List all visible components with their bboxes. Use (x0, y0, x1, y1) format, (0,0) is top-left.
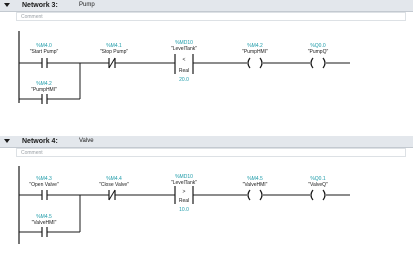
compare-operator: < (182, 57, 186, 63)
compare-level-tank[interactable] (171, 40, 197, 83)
network-4 (0, 136, 413, 260)
contact-pump-hmi[interactable] (31, 81, 57, 104)
coil-address: %Q0.1 (310, 176, 326, 182)
network-4-title[interactable]: Valve (79, 138, 94, 144)
contact-tag: "Open Valve" (29, 182, 59, 188)
compare-type: Real (178, 68, 190, 74)
coil-tag: "PumpQ" (307, 49, 329, 55)
contact-address: %M4.4 (106, 176, 122, 182)
compare-address: %MD10 (175, 174, 193, 180)
network-4-label: Network 4: (22, 138, 58, 145)
coil-tag: "PumpHMI" (242, 49, 268, 55)
network-4-comment[interactable]: Comment (16, 148, 406, 157)
contact-address: %M4.5 (36, 214, 52, 220)
contact-close-valve[interactable] (99, 176, 129, 200)
contact-address: %M4.2 (36, 81, 52, 87)
contact-tag: "ValveHMI" (31, 220, 57, 226)
contact-address: %M4.0 (36, 43, 52, 49)
contact-tag: "PumpHMI" (31, 87, 57, 93)
contact-address: %M4.3 (36, 176, 52, 182)
compare-value: 10.0 (179, 207, 189, 213)
coil-tag: "ValveHMI" (242, 182, 268, 188)
coil-address: %M4.2 (247, 43, 263, 49)
compare-level-tank[interactable] (171, 174, 197, 213)
contact-stop-pump[interactable] (100, 43, 129, 68)
coil-valve-q[interactable] (308, 176, 328, 200)
compare-operator: > (182, 189, 186, 195)
network-4-ladder (0, 136, 413, 260)
network-3-comment[interactable]: Comment (16, 12, 406, 21)
coil-address: %M4.5 (247, 176, 263, 182)
contact-open-valve[interactable] (29, 176, 59, 200)
coil-pump-hmi[interactable] (242, 43, 268, 68)
contact-tag: "Stop Pump" (99, 49, 129, 55)
contact-tag: "Start Pump" (29, 49, 59, 55)
contact-tag: "Close Valve" (99, 182, 129, 188)
contact-valve-hmi[interactable] (32, 214, 57, 237)
compare-tag: "LevelTank" (170, 180, 198, 186)
compare-type: Real (178, 198, 190, 204)
coil-pump-q[interactable] (308, 43, 329, 68)
coil-valve-hmi[interactable] (243, 176, 268, 200)
compare-value: 20.0 (179, 77, 189, 83)
network-3-label: Network 3: (22, 2, 58, 9)
compare-address: %MD10 (175, 40, 193, 46)
network-3-title[interactable]: Pump (79, 2, 95, 8)
contact-start-pump[interactable] (30, 43, 59, 68)
contact-address: %M4.1 (106, 43, 122, 49)
compare-tag: "LevelTank" (170, 46, 198, 52)
coil-address: %Q0.0 (310, 43, 326, 49)
coil-tag: "ValveQ" (308, 182, 328, 188)
